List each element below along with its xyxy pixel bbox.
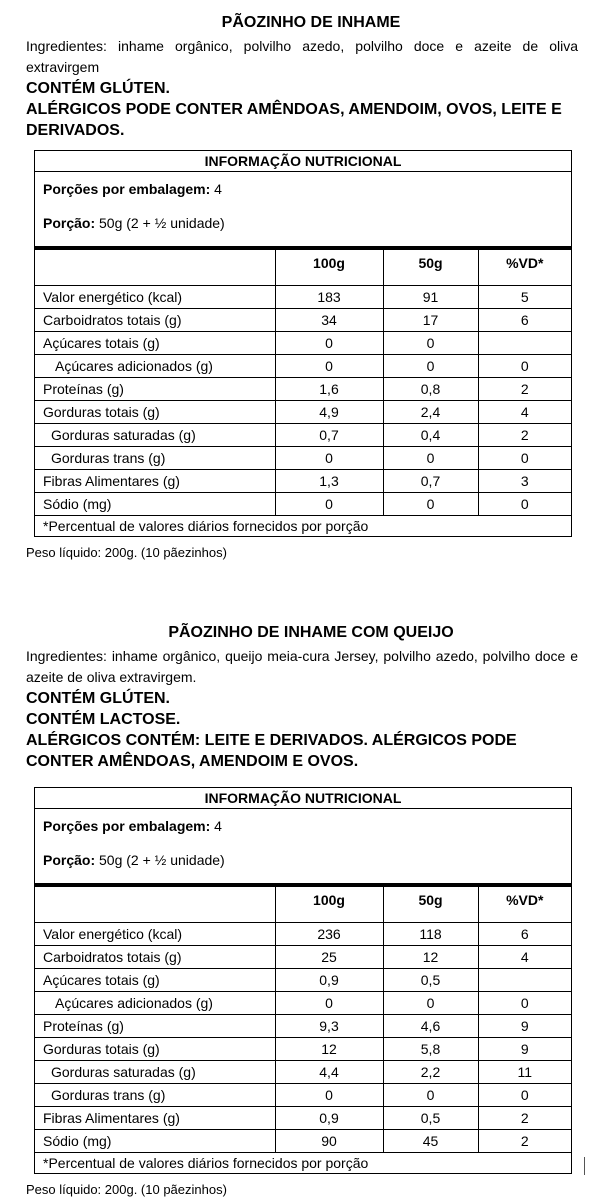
table-row	[35, 354, 571, 377]
table-row	[35, 400, 571, 423]
nutrient-name: Proteínas (g)	[35, 1014, 275, 1037]
nutrition-table-title: INFORMAÇÃO NUTRICIONAL	[35, 788, 571, 809]
value-vd: 0	[478, 492, 571, 515]
net-weight: Peso líquido: 200g. (10 pãezinhos)	[26, 544, 227, 560]
nutrient-name: Gorduras totais (g)	[35, 1037, 275, 1060]
portion-label: Porção:	[43, 215, 96, 231]
value-100g: 183	[275, 285, 383, 308]
column-header-100g: 100g	[275, 250, 383, 285]
value-50g: 0	[383, 446, 478, 469]
portion-info	[35, 172, 571, 250]
nutrition-table	[34, 150, 572, 537]
value-vd: 6	[478, 308, 571, 331]
table-row	[35, 1060, 571, 1083]
servings-label: Porções por embalagem:	[43, 818, 211, 834]
portion-label: Porção:	[43, 852, 96, 868]
nutrient-name: Carboidratos totais (g)	[35, 945, 275, 968]
value-100g: 0	[275, 446, 383, 469]
text-cursor	[584, 1157, 585, 1175]
nutrient-name: Sódio (mg)	[35, 492, 275, 515]
value-50g: 45	[383, 1129, 478, 1152]
value-100g: 34	[275, 308, 383, 331]
value-100g: 4,9	[275, 400, 383, 423]
nutrient-name: Gorduras trans (g)	[35, 446, 275, 469]
column-header-nutrient	[35, 250, 275, 285]
table-row	[35, 469, 571, 492]
product-title: PÃOZINHO DE INHAME	[221, 14, 401, 31]
table-row	[35, 423, 571, 446]
nutrient-name: Sódio (mg)	[35, 1129, 275, 1152]
product-label-inhame-queijo	[0, 622, 600, 1200]
value-vd: 11	[478, 1060, 571, 1083]
table-row	[35, 1083, 571, 1106]
table-row	[35, 308, 571, 331]
value-50g: 0,5	[383, 968, 478, 991]
value-50g: 118	[383, 922, 478, 945]
value-50g: 0,7	[383, 469, 478, 492]
value-50g: 5,8	[383, 1037, 478, 1060]
nutrient-name: Carboidratos totais (g)	[35, 308, 275, 331]
value-vd	[478, 331, 571, 354]
value-vd: 6	[478, 922, 571, 945]
ingredients-text: Ingredientes: inhame orgânico, queijo meia-cura Jersey, polvilho azedo, polvilho doce e azeite de oliva extravirgem.	[26, 648, 578, 685]
table-footnote: *Percentual de valores diários fornecidos por porção	[43, 1154, 369, 1171]
value-100g: 0	[275, 354, 383, 377]
value-50g: 0	[383, 331, 478, 354]
lactose-warning: CONTÉM LACTOSE.	[26, 711, 181, 728]
nutrition-rows	[35, 250, 571, 516]
nutrient-name: Açúcares totais (g)	[35, 968, 275, 991]
table-row	[35, 285, 571, 308]
value-100g: 12	[275, 1037, 383, 1060]
value-vd: 0	[478, 446, 571, 469]
value-100g: 9,3	[275, 1014, 383, 1037]
table-row	[35, 991, 571, 1014]
table-row	[35, 968, 571, 991]
product-label-inhame	[0, 12, 600, 563]
value-50g: 0	[383, 354, 478, 377]
servings-value: 4	[210, 818, 222, 834]
value-100g: 0	[275, 991, 383, 1014]
portion-value: 50g (2 + ½ unidade)	[95, 215, 225, 231]
value-50g: 4,6	[383, 1014, 478, 1037]
value-vd: 2	[478, 1106, 571, 1129]
column-header-50g: 50g	[383, 250, 478, 285]
nutrient-name: Fibras Alimentares (g)	[35, 1106, 275, 1129]
value-50g: 2,4	[383, 400, 478, 423]
column-header-nutrient	[35, 887, 275, 922]
nutrient-name: Proteínas (g)	[35, 377, 275, 400]
value-vd: 3	[478, 469, 571, 492]
portion-value: 50g (2 + ½ unidade)	[95, 852, 225, 868]
nutrient-name: Açúcares adicionados (g)	[35, 991, 275, 1014]
value-vd: 4	[478, 400, 571, 423]
nutrient-name: Gorduras saturadas (g)	[35, 1060, 275, 1083]
column-header-row	[35, 250, 571, 285]
value-100g: 1,3	[275, 469, 383, 492]
nutrition-table	[34, 787, 572, 1174]
value-vd: 9	[478, 1014, 571, 1037]
value-100g: 0,9	[275, 968, 383, 991]
table-footnote: *Percentual de valores diários fornecidos por porção	[43, 517, 369, 534]
portion-info	[35, 809, 571, 887]
column-header-100g: 100g	[275, 887, 383, 922]
table-row	[35, 446, 571, 469]
value-vd: 5	[478, 285, 571, 308]
value-vd: 0	[478, 354, 571, 377]
column-header-vd: %VD*	[478, 250, 571, 285]
value-100g: 236	[275, 922, 383, 945]
nutrient-name: Gorduras saturadas (g)	[35, 423, 275, 446]
gluten-warning: CONTÉM GLÚTEN.	[26, 690, 170, 707]
value-50g: 0,4	[383, 423, 478, 446]
column-header-vd: %VD*	[478, 887, 571, 922]
value-100g: 4,4	[275, 1060, 383, 1083]
table-row	[35, 492, 571, 515]
nutrient-name: Açúcares totais (g)	[35, 331, 275, 354]
table-row	[35, 945, 571, 968]
value-100g: 90	[275, 1129, 383, 1152]
gluten-warning: CONTÉM GLÚTEN.	[26, 80, 170, 97]
nutrient-name: Valor energético (kcal)	[35, 285, 275, 308]
value-50g: 0	[383, 991, 478, 1014]
value-50g: 91	[383, 285, 478, 308]
value-50g: 0,8	[383, 377, 478, 400]
value-50g: 12	[383, 945, 478, 968]
value-vd: 2	[478, 377, 571, 400]
table-row	[35, 1129, 571, 1152]
value-vd: 4	[478, 945, 571, 968]
nutrient-name: Fibras Alimentares (g)	[35, 469, 275, 492]
value-vd: 2	[478, 423, 571, 446]
servings-label: Porções por embalagem:	[43, 181, 211, 197]
value-100g: 0	[275, 331, 383, 354]
value-100g: 0	[275, 1083, 383, 1106]
value-vd: 9	[478, 1037, 571, 1060]
value-100g: 1,6	[275, 377, 383, 400]
column-header-row	[35, 887, 571, 922]
value-vd: 0	[478, 1083, 571, 1106]
allergen-warning: ALÉRGICOS PODE CONTER AMÊNDOAS, AMENDOIM, OVOS, LEITE E DERIVADOS.	[26, 101, 562, 139]
servings-value: 4	[210, 181, 222, 197]
table-row	[35, 331, 571, 354]
value-100g: 0,9	[275, 1106, 383, 1129]
value-100g: 25	[275, 945, 383, 968]
value-50g: 0	[383, 1083, 478, 1106]
allergen-warning: ALÉRGICOS CONTÉM: LEITE E DERIVADOS. ALÉRGICOS PODE CONTER AMÊNDOAS, AMENDOIM E OVOS.	[26, 732, 517, 770]
column-header-50g: 50g	[383, 887, 478, 922]
value-50g: 17	[383, 308, 478, 331]
value-100g: 0	[275, 492, 383, 515]
product-title: PÃOZINHO DE INHAME COM QUEIJO	[168, 624, 454, 641]
nutrient-name: Gorduras trans (g)	[35, 1083, 275, 1106]
value-vd	[478, 968, 571, 991]
value-50g: 0,5	[383, 1106, 478, 1129]
nutrient-name: Açúcares adicionados (g)	[35, 354, 275, 377]
table-row	[35, 1106, 571, 1129]
value-vd: 0	[478, 991, 571, 1014]
value-100g: 0,7	[275, 423, 383, 446]
value-50g: 0	[383, 492, 478, 515]
table-row	[35, 922, 571, 945]
value-vd: 2	[478, 1129, 571, 1152]
net-weight: Peso líquido: 200g. (10 pãezinhos)	[26, 1181, 227, 1197]
table-row	[35, 1014, 571, 1037]
table-row	[35, 1037, 571, 1060]
nutrition-table-title: INFORMAÇÃO NUTRICIONAL	[35, 151, 571, 172]
nutrient-name: Gorduras totais (g)	[35, 400, 275, 423]
ingredients-text: Ingredientes: inhame orgânico, polvilho azedo, polvilho doce e azeite de oliva extravirgem	[26, 38, 578, 75]
nutrient-name: Valor energético (kcal)	[35, 922, 275, 945]
value-50g: 2,2	[383, 1060, 478, 1083]
nutrition-rows	[35, 887, 571, 1153]
table-row	[35, 377, 571, 400]
